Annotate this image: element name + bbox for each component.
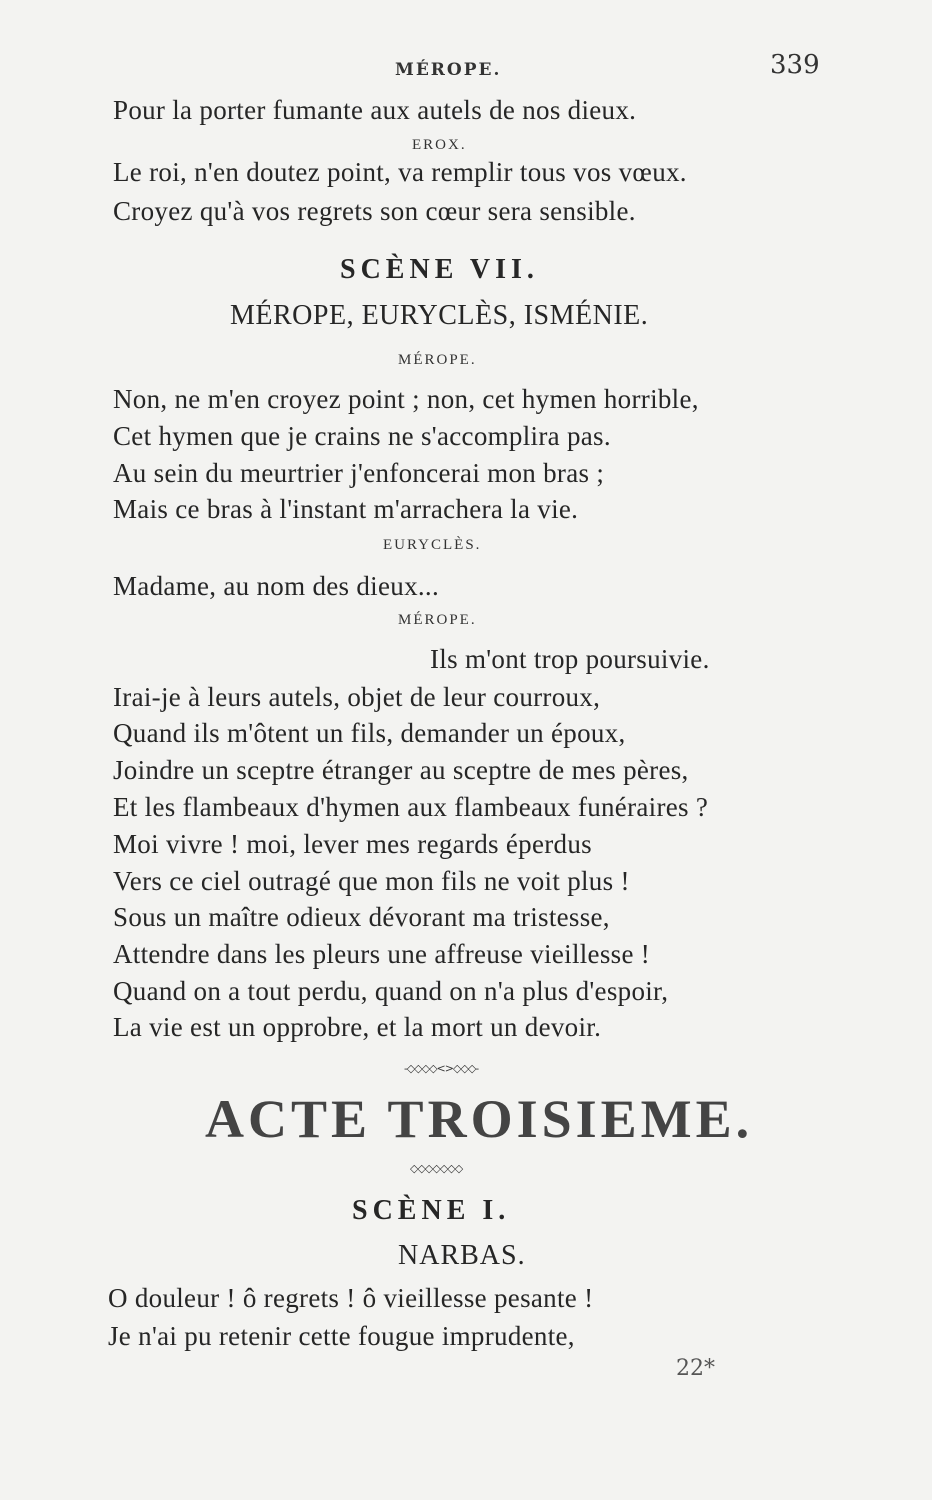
ornament-divider: ◇◇◇◇◇◇◇	[410, 1162, 463, 1175]
verse-line: Sous un maître odieux dévorant ma tristesse,	[113, 902, 610, 932]
running-head: MÉROPE.	[395, 60, 502, 80]
verse-line: Non, ne m'en croyez point ; non, cet hymen horrible,	[113, 384, 699, 414]
speaker-name: MÉROPE.	[398, 352, 477, 368]
speaker-name: MÉROPE.	[398, 612, 477, 628]
verse-line: Vers ce ciel outragé que mon fils ne voit plus !	[113, 866, 630, 896]
verse-line: Quand on a tout perdu, quand on n'a plus d'espoir,	[113, 976, 669, 1006]
verse-line: Et les flambeaux d'hymen aux flambeaux funéraires ?	[113, 792, 709, 822]
ornament-divider: -◇◇◇◇<>◇◇◇-	[404, 1062, 479, 1075]
verse-line: Mais ce bras à l'instant m'arrachera la vie.	[113, 494, 579, 524]
scene-heading: SCÈNE VII.	[340, 254, 539, 285]
verse-line: Joindre un sceptre étranger au sceptre de mes pères,	[113, 755, 689, 785]
page-number: 339	[770, 50, 820, 80]
speaker-name: EURYCLÈS.	[383, 537, 482, 553]
act-title: ACTE TROISIEME.	[205, 1089, 754, 1149]
verse-line: Cet hymen que je crains ne s'accomplira pas.	[113, 421, 611, 451]
verse-line: Croyez qu'à vos regrets son cœur sera sensible.	[113, 196, 636, 226]
verse-line: O douleur ! ô regrets ! ô vieillesse pesante !	[108, 1283, 594, 1313]
signature-mark: 22*	[676, 1356, 715, 1381]
verse-line: Madame, au nom des dieux...	[113, 571, 440, 601]
scene-heading: SCÈNE I.	[352, 1195, 511, 1226]
scene-cast: NARBAS.	[398, 1240, 526, 1271]
speaker-name: EROX.	[412, 137, 467, 153]
verse-line: Attendre dans les pleurs une affreuse vieillesse !	[113, 939, 651, 969]
verse-line: Moi vivre ! moi, lever mes regards éperdus	[113, 829, 592, 859]
scene-cast: MÉROPE, EURYCLÈS, ISMÉNIE.	[230, 300, 649, 331]
verse-line: La vie est un opprobre, et la mort un devoir.	[113, 1012, 602, 1042]
verse-line: Je n'ai pu retenir cette fougue imprudente,	[108, 1321, 575, 1351]
verse-line: Irai-je à leurs autels, objet de leur courroux,	[113, 682, 601, 712]
verse-line: Au sein du meurtrier j'enfoncerai mon bras ;	[113, 458, 605, 488]
verse-line: Le roi, n'en doutez point, va remplir tous vos vœux.	[113, 157, 687, 187]
verse-line: Ils m'ont trop poursuivie.	[430, 644, 710, 674]
verse-line: Quand ils m'ôtent un fils, demander un époux,	[113, 718, 626, 748]
verse-line: Pour la porter fumante aux autels de nos dieux.	[113, 95, 637, 125]
